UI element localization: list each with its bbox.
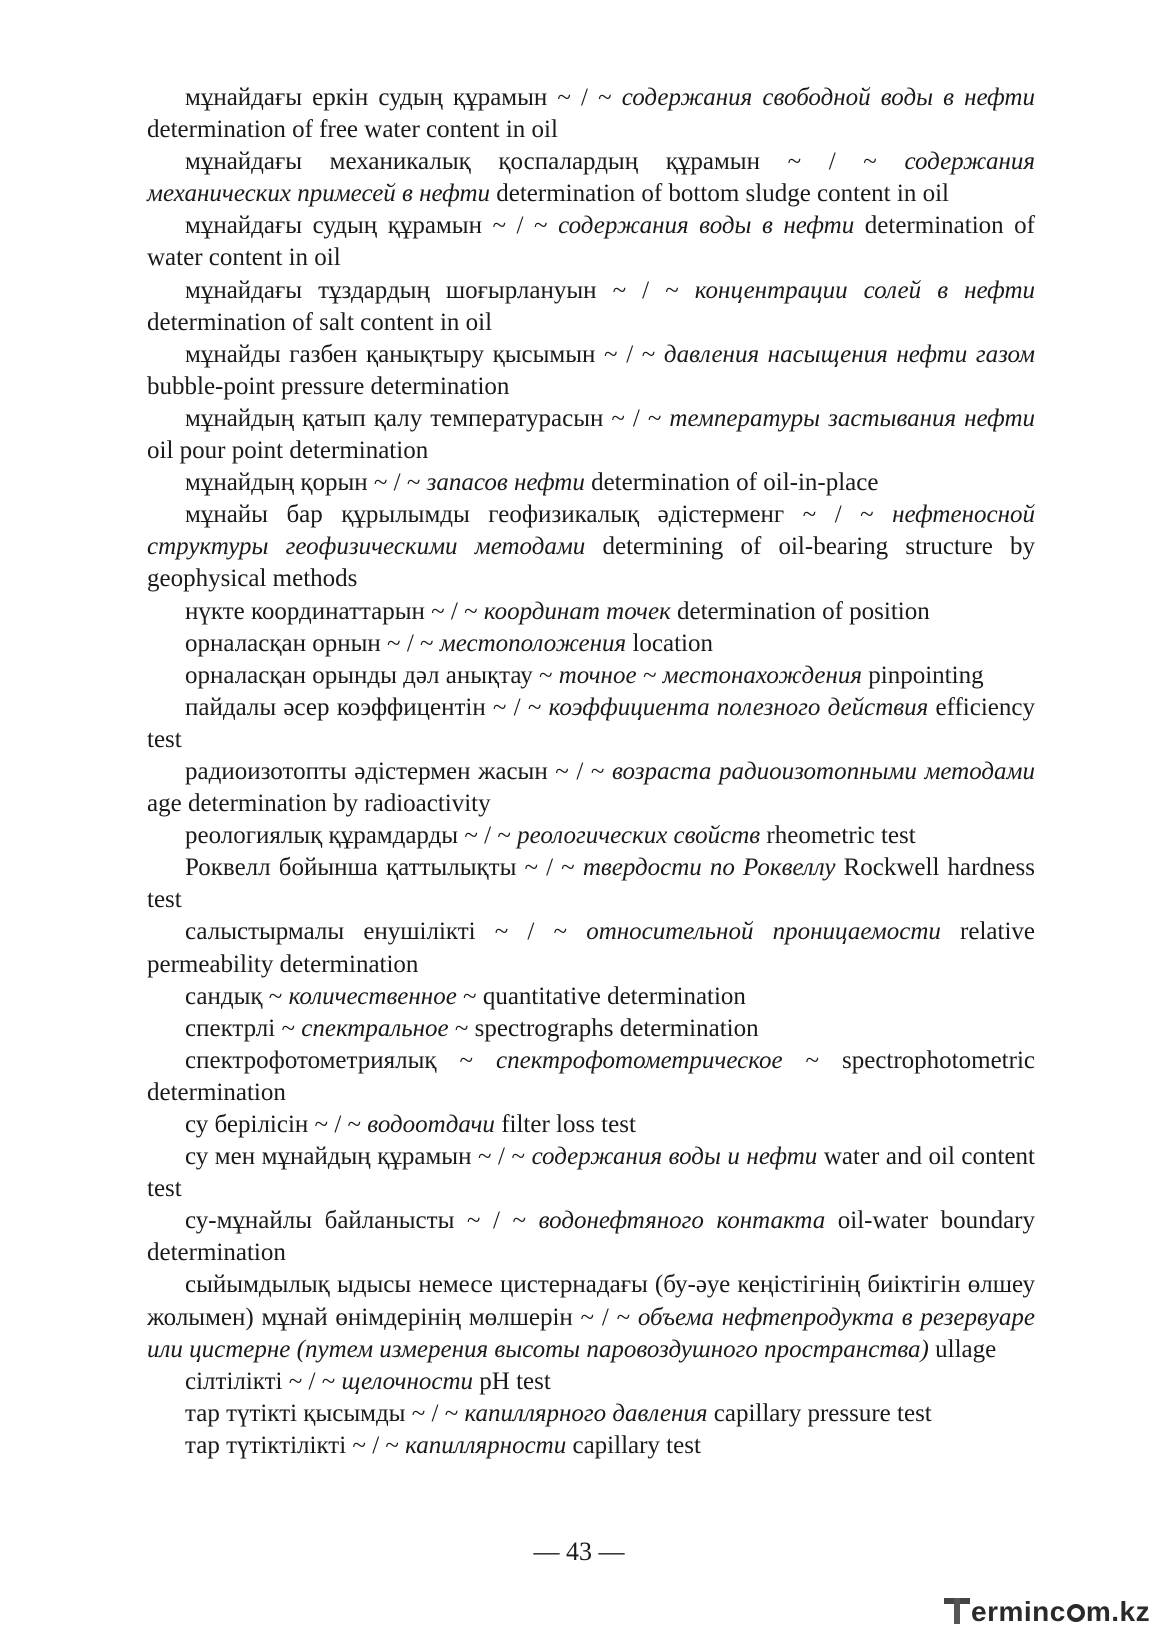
dictionary-entry: [147, 756, 1035, 820]
entry-russian: коэффициента полезного действия: [548, 693, 929, 721]
entry-russian: твердости по Роквеллу: [582, 854, 836, 882]
entry-kazakh: тар түтікті қысымды ~ / ~: [185, 1399, 465, 1427]
entry-russian: содержания воды и нефти: [531, 1143, 818, 1171]
dictionary-entry: [147, 499, 1035, 595]
entry-kazakh: спектрофотометриялық ~: [185, 1046, 496, 1074]
entry-russian: спектральное: [301, 1014, 449, 1042]
dictionary-entry: [147, 82, 1035, 146]
entry-english: determination of salt content in oil: [147, 308, 493, 336]
entry-russian: объема нефтепродукта в резервуаре или цистерне (путем измерения высоты паровоздушного пространства): [147, 1303, 1036, 1363]
dictionary-page: [147, 82, 1035, 1462]
entry-russian: запасов нефти: [426, 469, 585, 497]
entry-russian: давления насыщения нефти газом: [663, 340, 1035, 368]
entry-english: age determination by radioactivity: [147, 790, 491, 818]
t-logo-icon: [944, 1596, 970, 1626]
dictionary-entry: [147, 403, 1035, 467]
entry-english: determination of bottom sludge content in oil: [490, 180, 949, 208]
entry-kazakh: су мен мұнайдың құрамын ~ / ~: [185, 1143, 532, 1171]
entry-kazakh: мұнайдағы судың құрамын ~ / ~: [185, 212, 559, 240]
dictionary-entry: [147, 660, 1035, 692]
entry-english: ~ spectrophotometric determination: [147, 1046, 1035, 1106]
dictionary-entry: [147, 275, 1035, 339]
dictionary-entry: [147, 981, 1035, 1013]
dictionary-entry: [147, 1109, 1035, 1141]
entry-russian: точное ~ местонахождения: [558, 661, 863, 689]
entry-english: determination of oil-in-place: [584, 469, 879, 497]
entry-english: capillary pressure test: [707, 1399, 932, 1427]
entry-russian: координат точек: [483, 597, 671, 625]
dictionary-entry: [147, 628, 1035, 660]
entry-russian: количественное: [288, 982, 457, 1010]
entry-english: pinpointing: [862, 661, 984, 689]
page-number: — 43 —: [533, 1537, 625, 1566]
entry-english: location: [626, 629, 713, 657]
entry-russian: возраста радиоизотопными методами: [612, 757, 1035, 785]
entry-kazakh: мұнайдағы тұздардың шоғырлануын ~ / ~: [185, 276, 695, 304]
entry-kazakh: мұнайды газбен қанықтыру қысымын ~ / ~: [185, 340, 664, 368]
entry-kazakh: сандық ~: [185, 982, 289, 1010]
dictionary-entry: [147, 210, 1035, 274]
entry-kazakh: пайдалы әсер коэффицентін ~ / ~: [185, 693, 549, 721]
entry-kazakh: Роквелл бойынша қаттылықты ~ / ~: [185, 854, 583, 882]
entry-english: rheometric test: [760, 822, 916, 850]
entry-english: ullage: [928, 1335, 997, 1363]
entry-kazakh: спектрлі ~: [185, 1014, 302, 1042]
entry-kazakh: сыйымдылық ыдысы немесе цистернадағы (бу-әуе кеңістігінің биіктігін өлшеу жолымен) мұнай өнімдерінің мөлшерін ~ / ~: [147, 1271, 1035, 1331]
entry-kazakh: мұнайдың қорын ~ / ~: [185, 469, 427, 497]
entry-english: determination of water content in oil: [147, 212, 1036, 272]
entry-kazakh: орналасқан орынды дәл анықтау ~: [185, 661, 559, 689]
dictionary-entry: [147, 1366, 1035, 1398]
entry-english: ~ quantitative determination: [456, 982, 746, 1010]
dictionary-entry: [147, 339, 1035, 403]
entry-kazakh: су-мұнайлы байланысты ~ / ~: [185, 1207, 539, 1235]
entry-english: filter loss test: [494, 1111, 636, 1138]
dictionary-entry: [147, 1430, 1035, 1462]
entry-kazakh: орналасқан орнын ~ / ~: [185, 629, 440, 657]
entry-english: Rockwell hardness test: [147, 854, 1035, 914]
entry-kazakh: сілтілікті ~ / ~: [185, 1367, 342, 1395]
o-ring-icon: [1067, 1604, 1085, 1622]
entry-english: ~ spectrographs determination: [448, 1014, 759, 1042]
dictionary-entry: [147, 146, 1035, 210]
entry-kazakh: реологиялық құрамдарды ~ / ~: [185, 822, 518, 850]
entry-kazakh: тар түтіктілікті ~ / ~: [185, 1431, 406, 1459]
entry-kazakh: су берілісін ~ / ~: [185, 1111, 368, 1138]
dictionary-entry: [147, 1141, 1035, 1205]
entry-russian: местоположения: [439, 629, 627, 657]
entry-english: pH test: [473, 1367, 551, 1395]
dictionary-entry: [147, 1398, 1035, 1430]
dictionary-entry: [147, 596, 1035, 628]
entry-english: determination of free water content in oil: [147, 116, 558, 144]
termincom-logo[interactable]: [944, 1596, 1150, 1630]
dictionary-entry: [147, 1045, 1035, 1109]
entry-kazakh: мұнайдың қатып қалу температурасын ~ / ~: [185, 404, 670, 432]
entry-english: bubble-point pressure determination: [147, 372, 510, 400]
entry-russian: содержания механических примесей в нефти: [147, 148, 1035, 208]
entry-kazakh: мұнайы бар құрылымды геофизикалық әдістерменг ~ / ~: [185, 501, 893, 529]
entry-russian: капиллярности: [405, 1431, 567, 1459]
dictionary-entry: [147, 1013, 1035, 1045]
dictionary-entry: [147, 1205, 1035, 1269]
entry-english: oil pour point determination: [147, 437, 429, 465]
entry-english: water and oil content test: [147, 1143, 1035, 1203]
dictionary-entry: [147, 467, 1035, 499]
entry-english: oil-water boundary determination: [147, 1207, 1036, 1267]
entry-english: relative permeability determination: [147, 918, 1036, 978]
entry-russian: водоотдачи: [367, 1111, 495, 1138]
entry-kazakh: радиоизотопты әдістермен жасын ~ / ~: [185, 757, 612, 785]
dictionary-entry: [147, 692, 1035, 756]
logo-text-end: m.kz: [1085, 1596, 1151, 1627]
entry-kazakh: нүкте координаттарын ~ / ~: [185, 597, 484, 625]
entry-russian: температуры застывания нефти: [669, 404, 1035, 432]
entry-english: determination of position: [670, 597, 930, 625]
entry-kazakh: мұнайдағы еркін судың құрамын ~ / ~: [185, 84, 622, 111]
entry-russian: нефтеносной структуры геофизическими методами: [147, 501, 1035, 561]
entry-english: efficiency test: [147, 693, 1035, 753]
entry-kazakh: мұнайдағы механикалық қоспалардың құрамын ~ / ~: [185, 148, 905, 176]
dictionary-entry: [147, 916, 1035, 980]
entry-kazakh: салыстырмалы енушілікті ~ / ~: [185, 918, 587, 946]
entry-russian: содержания свободной воды в нефти: [621, 84, 1035, 111]
entry-russian: капиллярного давления: [464, 1399, 708, 1427]
dictionary-entry: [147, 820, 1035, 852]
entry-russian: водонефтяного контакта: [538, 1207, 826, 1235]
logo-text-start: erminc: [971, 1596, 1066, 1627]
dictionary-entry: [147, 1269, 1035, 1365]
entry-russian: концентрации солей в нефти: [694, 276, 1035, 304]
entry-english: capillary test: [566, 1431, 701, 1459]
entry-russian: реологических свойств: [517, 822, 761, 850]
dictionary-entry: [147, 852, 1035, 916]
entry-russian: содержания воды в нефти: [558, 212, 855, 240]
entry-russian: спектрофотометрическое: [496, 1046, 783, 1074]
entry-russian: относительной проницаемости: [586, 918, 941, 946]
entry-english: determining of oil-bearing structure by geophysical methods: [147, 533, 1035, 593]
entry-russian: щелочности: [341, 1367, 474, 1395]
